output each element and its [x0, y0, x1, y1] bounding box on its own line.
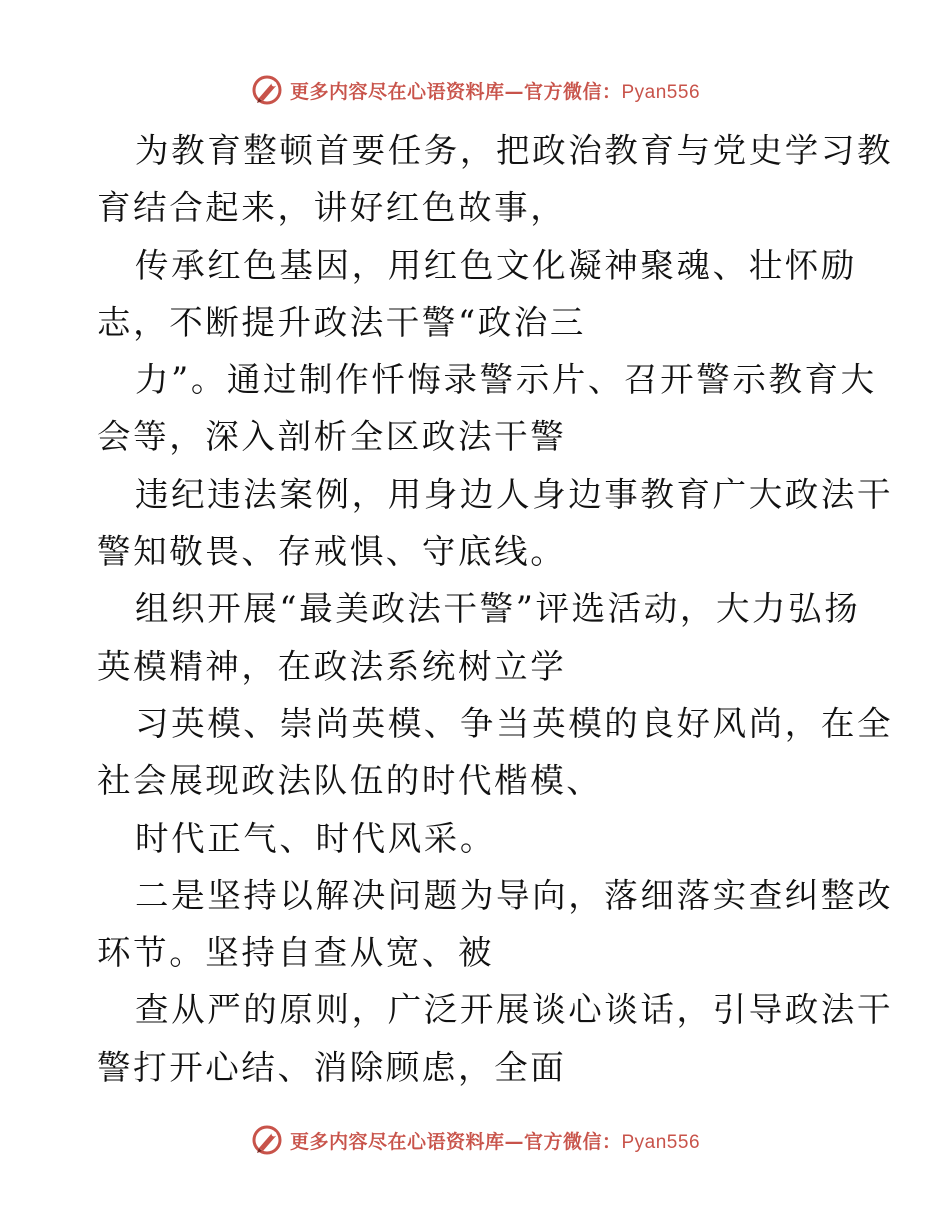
watermark-text-cn: 更多内容尽在心语资料库—官方微信：: [289, 1130, 622, 1153]
watermark-text: [290, 1127, 700, 1154]
text-line: 英模精神，在政法系统树立学: [97, 646, 567, 686]
text-line: 会等，深入剖析全区政法干警: [97, 417, 567, 457]
watermark-text-en: Pyan556: [621, 1131, 701, 1153]
text-line: 志，不断提升政法干警“政治三: [97, 302, 587, 342]
text-line: 时代正气、时代风采。: [135, 818, 496, 858]
text-line: 违纪违法案例，用身边人身边事教育广大政法干: [135, 474, 894, 514]
text-line: 力”。通过制作忏悔录警示片、召开警示教育大: [135, 360, 877, 400]
watermark-text-cn: 更多内容尽在心语资料库—官方微信：: [289, 80, 622, 103]
body-text: [97, 122, 894, 1096]
text-line: 传承红色基因，用红色文化凝神聚魂、壮怀励: [135, 245, 857, 285]
pen-logo-icon: [250, 1123, 284, 1157]
text-line: 警打开心结、消除顾虑，全面: [97, 1047, 567, 1087]
text-line: 环节。坚持自查从宽、被: [97, 933, 495, 973]
text-line: 为教育整顿首要任务，把政治教育与党史学习教: [135, 131, 894, 170]
text-line: 组织开展“最美政法干警”评选活动，大力弘扬: [135, 589, 861, 629]
footer-watermark: [0, 1120, 950, 1160]
text-line: 习英模、崇尚英模、争当英模的良好风尚，在全: [135, 703, 894, 743]
pen-logo-icon: [250, 73, 284, 107]
text-line: 社会展现政法队伍的时代楷模、: [97, 761, 603, 801]
text-line: 二是坚持以解决问题为导向，落细落实查纠整改: [135, 875, 894, 915]
watermark-text-en: Pyan556: [621, 81, 701, 103]
text-line: 育结合起来，讲好红色故事，: [97, 188, 567, 228]
text-line: 查从严的原则，广泛开展谈心谈话，引导政法干: [135, 990, 894, 1030]
watermark-text: [290, 77, 700, 104]
text-line: 警知敬畏、存戒惧、守底线。: [97, 532, 567, 572]
header-watermark: [0, 70, 950, 110]
